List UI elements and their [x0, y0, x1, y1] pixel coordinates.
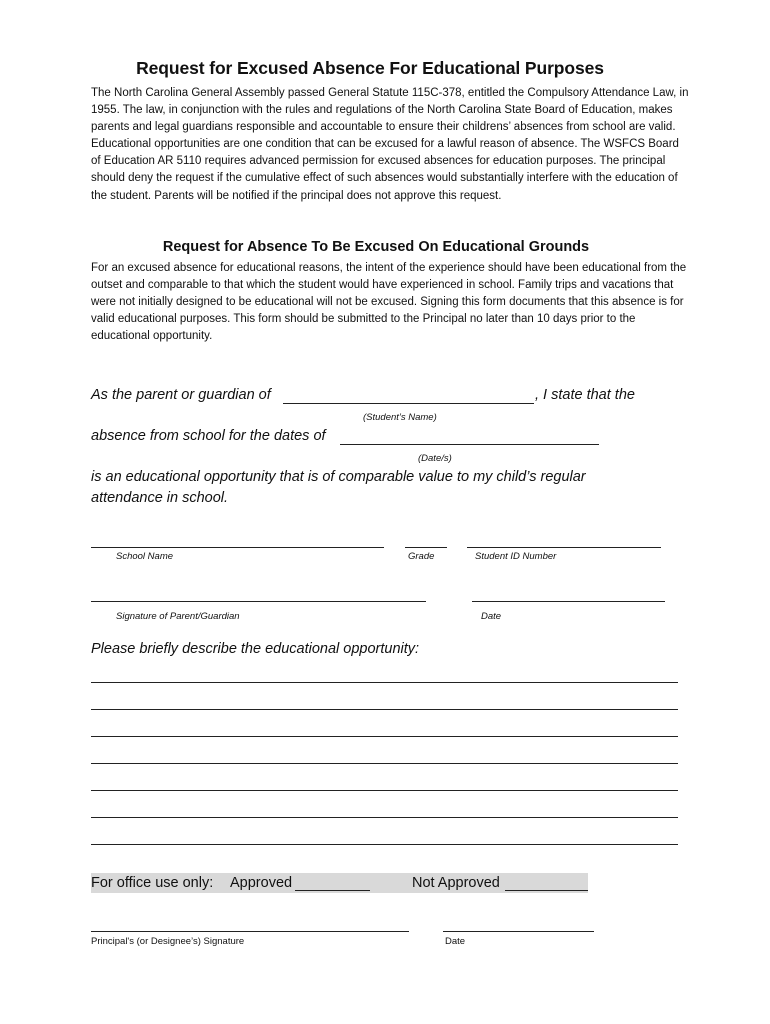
- student-id-field[interactable]: [467, 530, 661, 548]
- approved-field[interactable]: [295, 876, 370, 891]
- description-line[interactable]: [91, 763, 678, 764]
- office-use-label: For office use only:: [91, 875, 214, 891]
- description-line[interactable]: [91, 790, 678, 791]
- parent-signature-field[interactable]: [91, 584, 426, 602]
- statement-line-1-prefix: As the parent or guardian of: [91, 387, 271, 403]
- describe-prompt: Please briefly describe the educational opportunity:: [91, 641, 420, 657]
- dates-caption: (Date/s): [418, 453, 452, 464]
- statement-line-2-prefix: absence from school for the dates of: [91, 428, 326, 444]
- principal-date-caption: Date: [445, 936, 466, 947]
- statement-line-3: is an educational opportunity that is of comparable value to my child’s regular: [91, 469, 586, 485]
- description-line[interactable]: [91, 817, 678, 818]
- principal-date-field[interactable]: [443, 931, 594, 932]
- date-caption: Date: [481, 611, 502, 622]
- parent-date-field[interactable]: [472, 584, 665, 602]
- grade-field[interactable]: [405, 530, 447, 548]
- office-use-band: [91, 873, 588, 893]
- not-approved-label: Not Approved: [412, 875, 500, 891]
- description-line[interactable]: [91, 682, 678, 683]
- statement-line-4: attendance in school.: [91, 490, 229, 506]
- section-subtitle: Request for Absence To Be Excused On Educational Grounds: [162, 239, 590, 255]
- statement-line-1-suffix: , I state that the: [535, 387, 635, 403]
- description-line[interactable]: [91, 736, 678, 737]
- school-name-field[interactable]: [91, 530, 384, 548]
- description-line[interactable]: [91, 709, 678, 710]
- student-name-field[interactable]: [283, 388, 534, 404]
- form-title: Request for Excused Absence For Educational Purposes: [136, 58, 604, 78]
- principal-signature-field[interactable]: [91, 931, 409, 932]
- signature-caption: Signature of Parent/Guardian: [116, 611, 240, 622]
- description-line[interactable]: [91, 844, 678, 845]
- grade-caption: Grade: [408, 551, 435, 562]
- intro-paragraph: The North Carolina General Assembly passed General Statute 115C-378, entitled the Compulsory Attendance Law, in 1955. The law, in conjunction with the rules and regulations of the North Carolina State Board of Education, makes parents and legal guardians responsible and accountable to ensure their childrens’ absences from school are valid. Educational opportunities are one condition that can be excused for a lawful reason of absence. The WSFCS Board of Education AR 5110 requires advanced permission for excused absences for education purposes. The principal should deny the request if the cumulative effect of such absences would substantially interfere with the education of the student. Parents will be notified if the principal does not approve this request.: [91, 87, 689, 202]
- principal-signature-caption: Principal's (or Designee’s) Signature: [91, 936, 245, 947]
- student-id-caption: Student ID Number: [475, 551, 557, 562]
- instructions-paragraph: For an excused absence for educational reasons, the intent of the experience should have been educational from the outset and comparable to that which the student would have experienced in school. Family trips and vacations that were not initially designed to be educational will not be excused. Signing this form documents that this absence is for valid educational purposes. This form should be submitted to the Principal no later than 10 days prior to the educational opportunity.: [91, 262, 687, 343]
- school-name-caption: School Name: [116, 551, 174, 562]
- approved-label: Approved: [230, 875, 293, 891]
- not-approved-field[interactable]: [505, 876, 588, 891]
- dates-field[interactable]: [340, 429, 599, 445]
- student-name-caption: (Student’s Name): [363, 412, 437, 423]
